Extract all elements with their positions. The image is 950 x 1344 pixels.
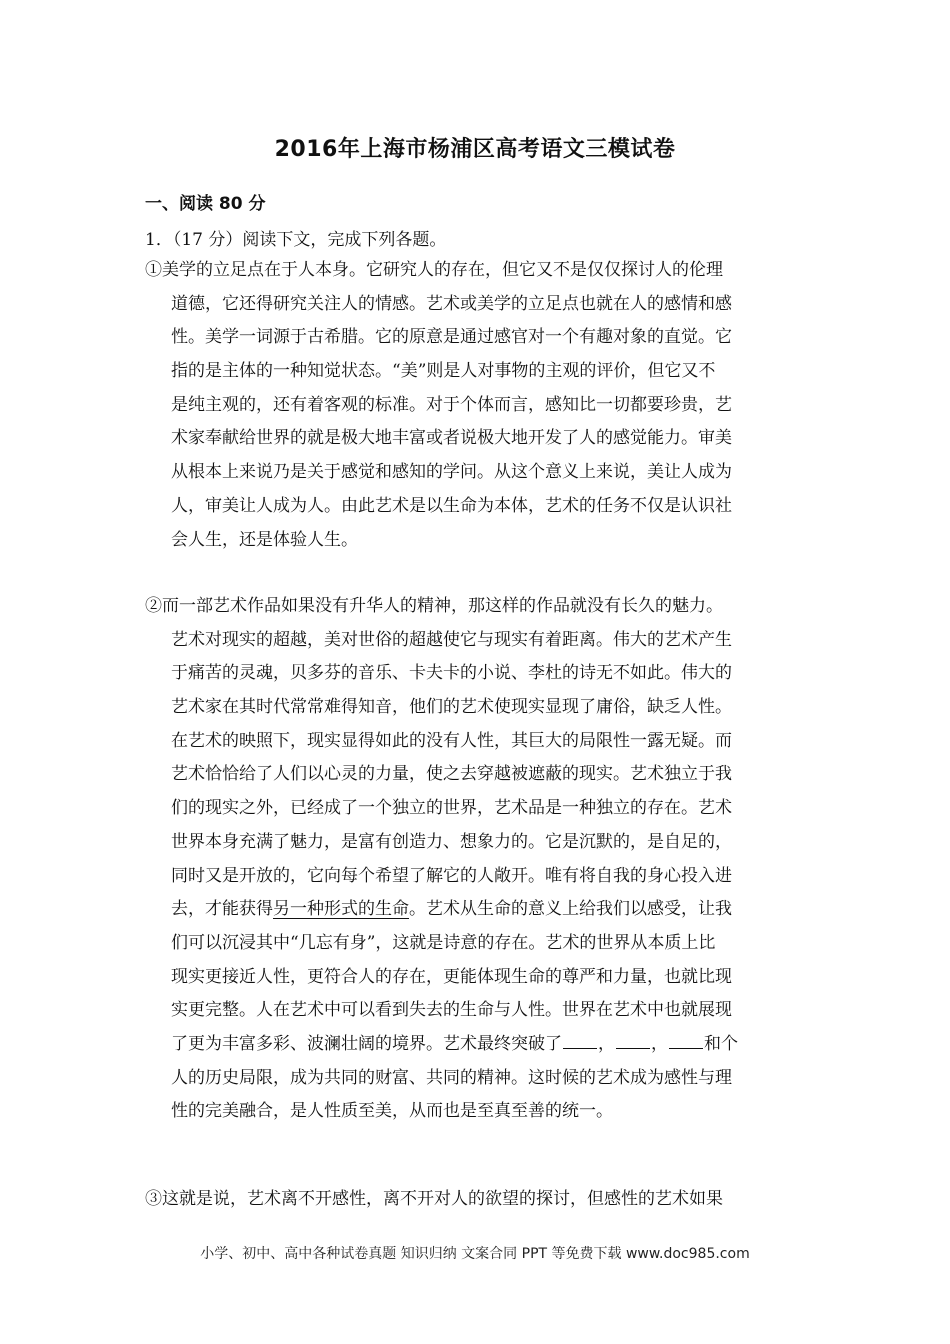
- text-line: 在艺术的映照下，现实显得如此的没有人性，其巨大的局限性一露无疑。而: [171, 730, 732, 751]
- text-line: 艺术恰恰给了人们以心灵的力量，使之去穿越被遮蔽的现实。艺术独立于我: [171, 764, 732, 785]
- page-footer: 小学、初中、高中各种试卷真题 知识归纳 文案合同 PPT 等免费下载 www.doc985.com: [200, 1246, 750, 1262]
- text-line: 实更完整。人在艺术中可以看到失去的生命与人性。世界在艺术中也就展现: [171, 1000, 732, 1021]
- text-segment: 和个: [704, 1033, 738, 1054]
- paragraph-1: [145, 254, 815, 557]
- text-line: 同时又是开放的，它向每个希望了解它的人敞开。唯有将自我的身心投入进: [171, 865, 732, 886]
- text-line: 艺术对现实的超越，美对世俗的超越使它与现实有着距离。伟大的艺术产生: [171, 629, 732, 650]
- text-line: 术家奉献给世界的就是极大地丰富或者说极大地开发了人的感觉能力。审美: [171, 428, 732, 449]
- text-segment: 去，才能获得: [171, 899, 273, 920]
- page-title: 2016年上海市杨浦区高考语文三模试卷: [274, 137, 676, 162]
- answer-blank-1: [563, 1030, 597, 1049]
- text-line: 人，审美让人成为人。由此艺术是以生命为本体，艺术的任务不仅是认识社: [171, 495, 732, 516]
- paragraph-3: [145, 1183, 815, 1217]
- text-segment: 了更为丰富多彩、波澜壮阔的境界。艺术最终突破了: [171, 1033, 562, 1054]
- question-stem: 1．（17 分）阅读下文，完成下列各题。: [145, 230, 447, 250]
- text-line: 性。美学一词源于古希腊。它的原意是通过感官对一个有趣对象的直觉。它: [171, 327, 732, 348]
- text-line: 指的是主体的一种知觉状态。“美”则是人对事物的主观的评价，但它又不: [171, 361, 716, 382]
- text-line: 会人生，还是体验人生。: [171, 529, 358, 550]
- text-line: 现实更接近人性，更符合人的存在，更能体现生命的尊严和力量，也就比现: [171, 966, 732, 987]
- paragraph-2: [145, 590, 815, 1129]
- underlined-phrase: 另一种形式的生命: [273, 899, 409, 920]
- text-segment: ，: [598, 1033, 615, 1054]
- text-line: ②而一部艺术作品如果没有升华人的精神，那这样的作品就没有长久的魅力。: [145, 596, 723, 616]
- text-line: 从根本上来说乃是关于感觉和感知的学问。从这个意义上来说，美让人成为: [171, 462, 732, 483]
- text-line: 于痛苦的灵魂，贝多芬的音乐、卡夫卡的小说、李杜的诗无不如此。伟大的: [171, 663, 732, 684]
- text-line: 们可以沉浸其中“几忘有身”，这就是诗意的存在。艺术的世界从本质上比: [171, 932, 716, 953]
- text-line-with-underline: [145, 893, 815, 927]
- text-line: 们的现实之外，已经成了一个独立的世界，艺术品是一种独立的存在。艺术: [171, 798, 732, 819]
- answer-blank-3: [669, 1030, 703, 1049]
- text-segment: 。艺术从生命的意义上给我们以感受，让我: [409, 899, 732, 920]
- answer-blank-2: [616, 1030, 650, 1049]
- text-segment: ，: [651, 1033, 668, 1054]
- text-line: ①美学的立足点在于人本身。它研究人的存在，但它又不是仅仅探讨人的伦理: [145, 260, 723, 280]
- text-line: 世界本身充满了魅力，是富有创造力、想象力的。它是沉默的，是自足的，: [171, 831, 732, 852]
- section-heading: 一、阅读 80 分: [145, 194, 266, 214]
- text-line: 是纯主观的，还有着客观的标准。对于个体而言，感知比一切都要珍贵，艺: [171, 394, 732, 415]
- text-line: 道德，它还得研究关注人的情感。艺术或美学的立足点也就在人的感情和感: [171, 293, 732, 314]
- text-line-with-blanks: [145, 1028, 815, 1062]
- text-line: 艺术家在其时代常常难得知音，他们的艺术使现实显现了庸俗，缺乏人性。: [171, 697, 732, 718]
- text-line: 性的完美融合，是人性质至美，从而也是至真至善的统一。: [171, 1101, 613, 1122]
- text-line: ③这就是说，艺术离不开感性，离不开对人的欲望的探讨，但感性的艺术如果: [145, 1189, 723, 1209]
- text-line: 人的历史局限，成为共同的财富、共同的精神。这时候的艺术成为感性与理: [171, 1067, 732, 1088]
